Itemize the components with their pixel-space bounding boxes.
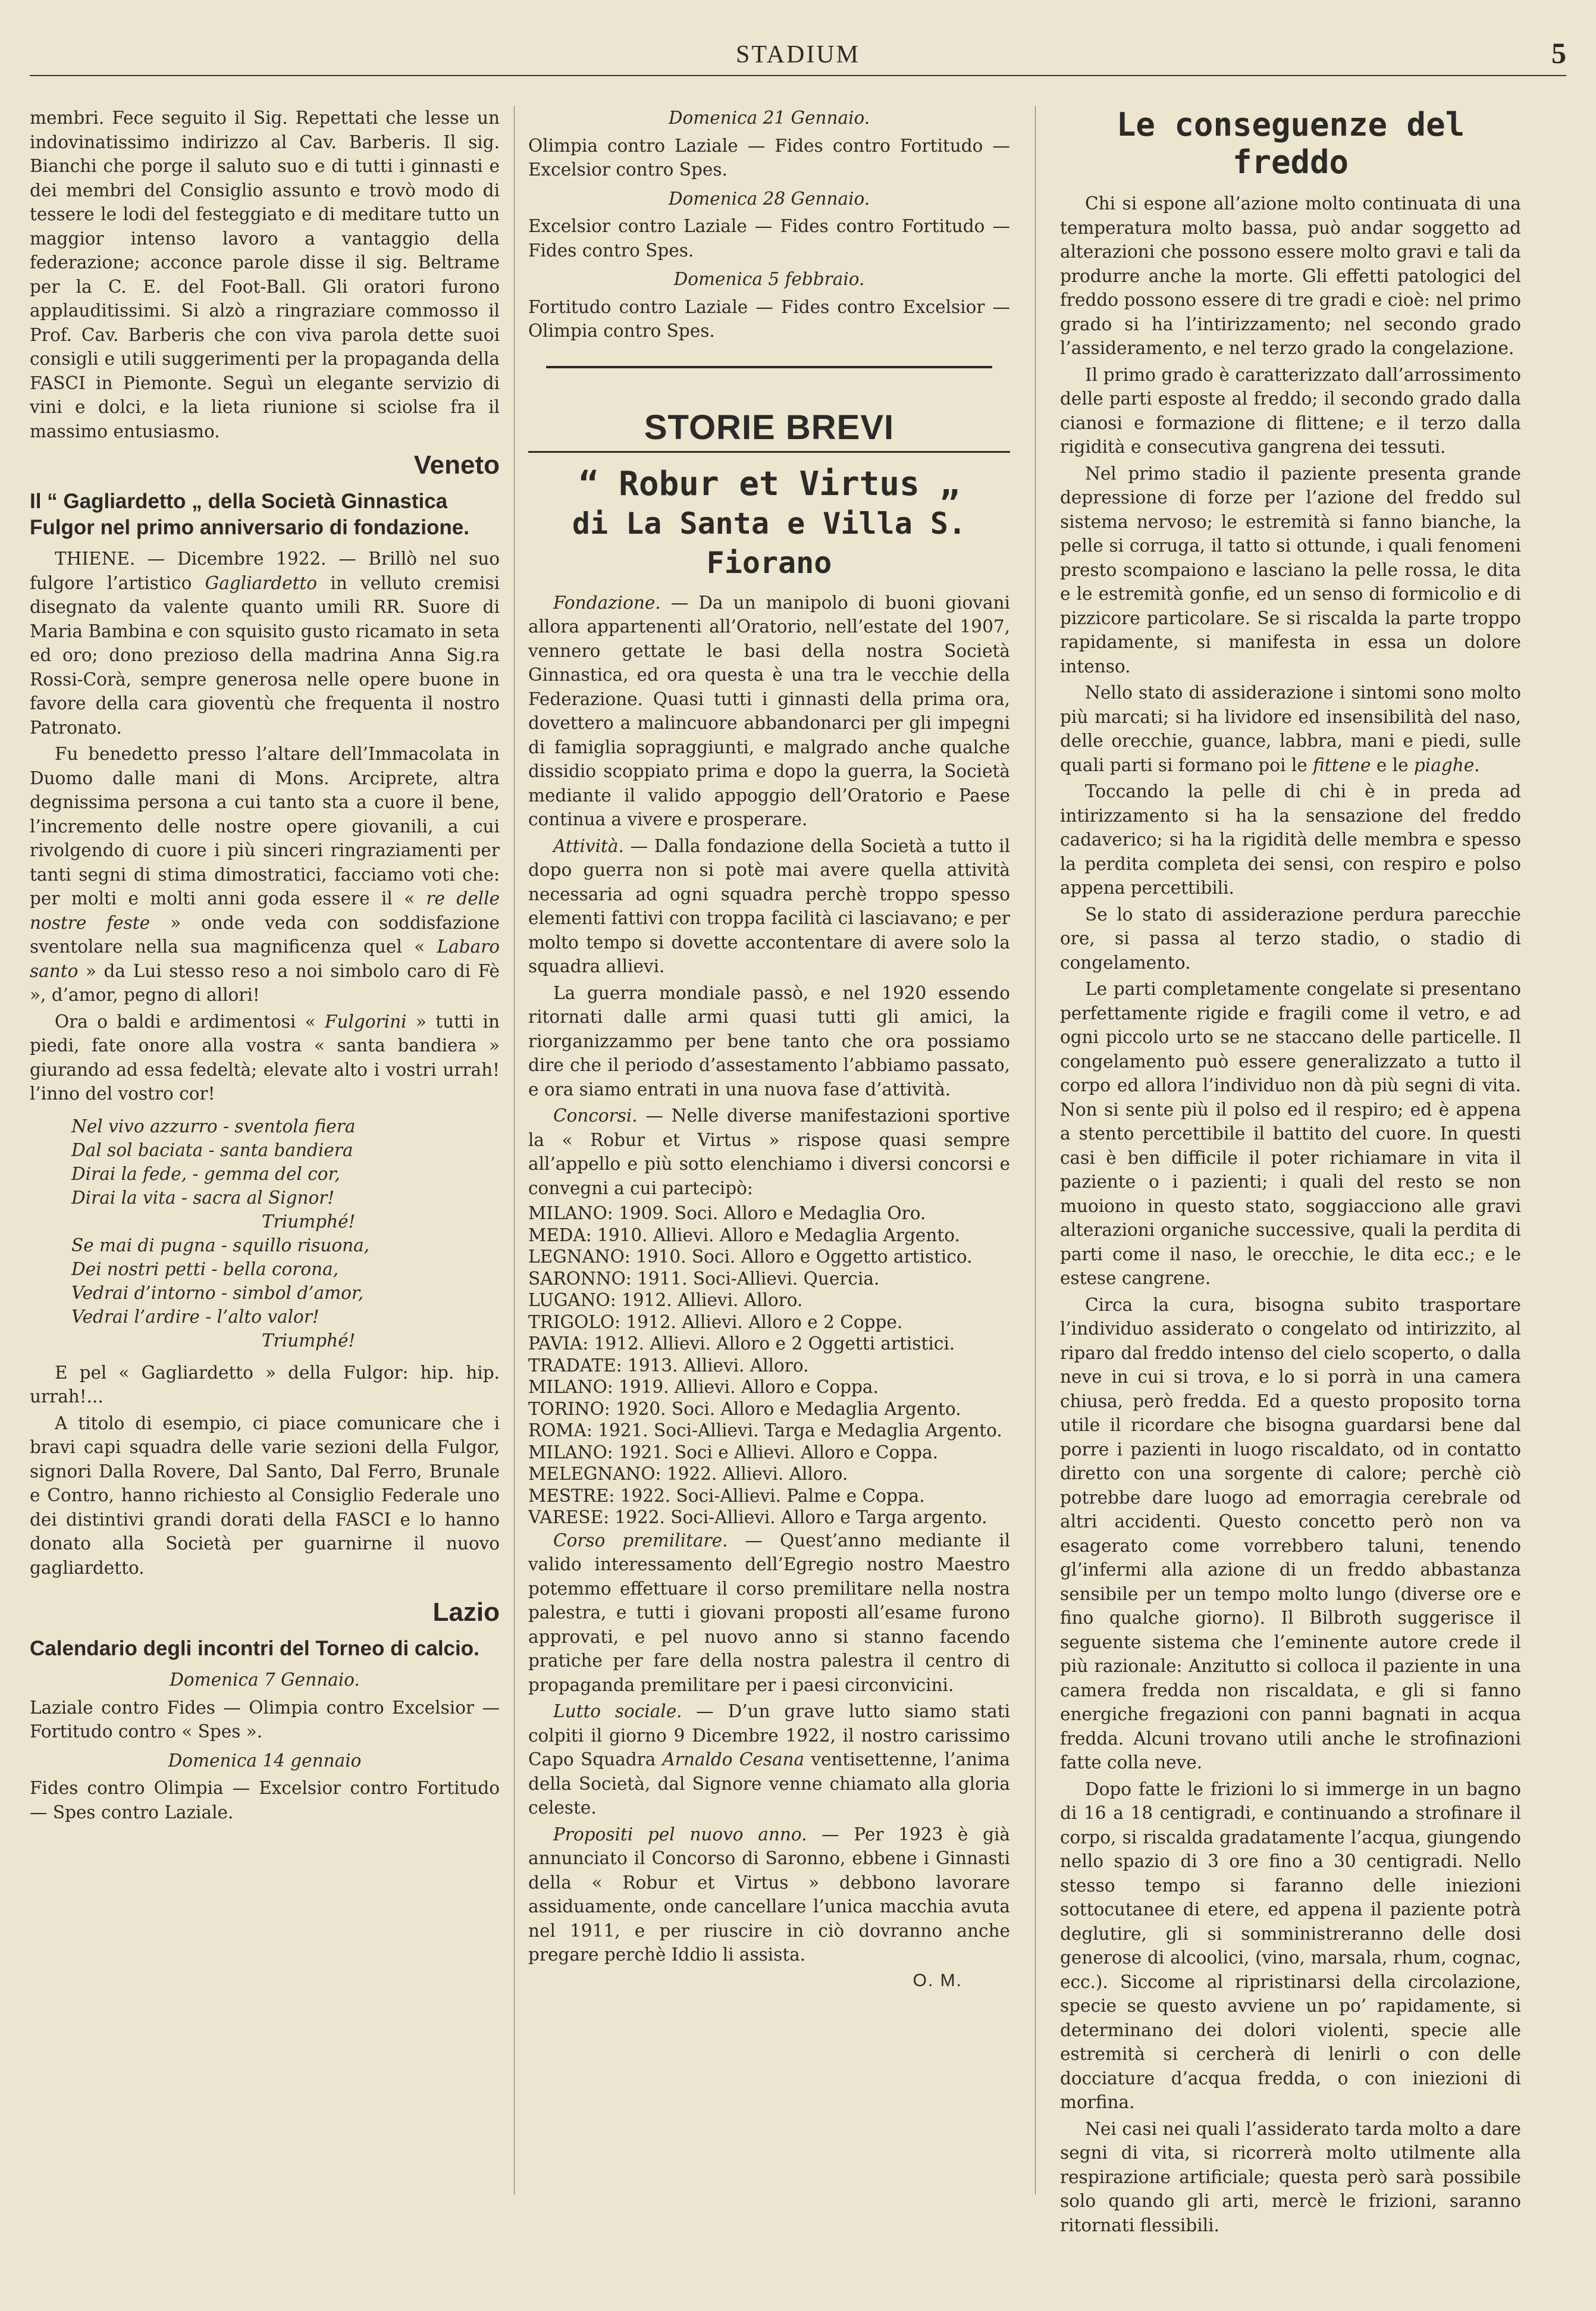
freddo-paragraph-8: Circa la cura, bisogna subito trasportare l’individuo assiderato o congelato od intirizzito, al riparo dal freddo intenso del cielo scoperto, o dalla neve in cui si trova, e lo si porrà in una camera chiusa, però fredda. Ed a questo proposito torna utile il ricordare che bisogna guardarsi bene dal porre i pazienti in luogo riscaldato, od in contatto diretto con una sorgente di calore; perchè ciò potrebbe dare luogo ad emorragia cerebrale od altri accidenti. Questo concetto però non va esagerato come vorrebbero taluni, tenendo gl’infermi alla azione di un freddo abbastanza sensibile per un tempo molto lungo (diverse ore e fino qualche giorno). Il Bilbroth suggerisce il seguente sistema che l’eminente autore crede il più razionale: Anzitutto si colloca il paziente in una camera fredda non riscaldata, e gli si fanno energiche fregazioni con panni bagnati in acqua fredda. Alcuni trovano utili anche le strofinazioni fatte colla neve. bbox=[1060, 1294, 1521, 1773]
poem-line: Dirai la vita - sacra al Signor! bbox=[71, 1187, 335, 1208]
match-date: Domenica 14 gennaio bbox=[168, 1750, 362, 1771]
paragraph-concorsi: Concorsi. — Nelle diverse manifestazioni sportive la « Robur et Virtus » rispose quasi sempre all’appello e più sotto elenchiamo i diversi concorsi e convegni a cui partecipò: bbox=[528, 1106, 1010, 1198]
masthead-title: STADIUM bbox=[736, 41, 860, 68]
list-item: VARESE: 1922. Soci-Allievi. Alloro e Targa argento. bbox=[528, 1507, 987, 1527]
poem-line: Dirai la fede, - gemma del cor, bbox=[71, 1163, 340, 1184]
list-item: MESTRE: 1922. Soci-Allievi. Palme e Coppa. bbox=[528, 1485, 925, 1506]
list-item: LEGNANO: 1910. Soci. Alloro e Oggetto artistico. bbox=[528, 1247, 973, 1267]
match-list: Fides contro Olimpia — Excelsior contro Fortitudo — Spes contro Laziale. bbox=[30, 1778, 500, 1823]
poem-line: Dal sol baciata - santa bandiera bbox=[71, 1139, 353, 1160]
awards-list bbox=[528, 1203, 1010, 1529]
region-veneto: Veneto bbox=[413, 450, 500, 480]
match-list: Olimpia contro Laziale — Fides contro Fortitudo — Excelsior contro Spes. bbox=[528, 135, 1010, 180]
freddo-paragraph-3: Nel primo stadio il paziente presenta grande depressione di forze per l’azione del freddo sul sistema nervoso; le estremità si fanno bianche, la pelle si corruga, il tatto si ottunde, i quali fenomeni presto scompaiono e lasciano la pelle rossa, le dita e le estremità gonfie, ed un senso di formicolio e di pizzicore particolare. Se si riscalda la parte troppo rapidamente, si manifesta in essa un dolore intenso. bbox=[1060, 463, 1521, 677]
article-title-freddo: Le conseguenze del freddo bbox=[1116, 106, 1465, 181]
list-item: ROMA: 1921. Soci-Allievi. Targa e Medaglia Argento. bbox=[528, 1420, 1002, 1441]
lazio-headline: Calendario degli incontri del Torneo di calcio. bbox=[30, 1637, 479, 1660]
veneto-paragraph-2: Fu benedetto presso l’altare dell’Immacolata in Duomo dalle mani di Mons. Arciprete, altra degnissima persona a cui tanto sta a cuore il bene, l’incremento delle nostre opere giovanili, a cui rivolgendo di cuore i più sinceri ringraziamenti per tanti segni di stima dimostratici, facciamo voti che: per molti e molti anni goda essere il « re delle nostre feste » onde veda con soddisfazione sventolare nella sua magnificenza quel « Labaro santo » da Lui stesso reso a noi simbolo caro di Fè », d’amor, pegno di allori! bbox=[30, 744, 500, 1005]
poem-line: Vedrai d’intorno - simbol d’amor, bbox=[71, 1282, 364, 1303]
match-date: Domenica 28 Gennaio. bbox=[668, 188, 870, 209]
list-item: TRADATE: 1913. Allievi. Alloro. bbox=[528, 1355, 809, 1376]
section-title: STORIE BREVI bbox=[528, 408, 1010, 453]
match-list: Fortitudo contro Laziale — Fides contro Excelsior — Olimpia contro Spes. bbox=[528, 296, 1010, 341]
paragraph-lutto: Lutto sociale. — D’un grave lutto siamo stati colpiti il giorno 9 Dicembre 1922, il nostro carissimo Capo Squadra Arnaldo Cesana ventisettenne, l’anima della Società, dal Signore venne chiamato alla gloria celeste. bbox=[528, 1701, 1010, 1818]
match-list: Excelsior contro Laziale — Fides contro Fortitudo — Fides contro Spes. bbox=[528, 216, 1010, 261]
list-item: TORINO: 1920. Soci. Alloro e Medaglia Argento. bbox=[528, 1398, 961, 1419]
freddo-paragraph-9: Dopo fatte le frizioni lo si immerge in un bagno di 16 a 18 centigradi, e continuando a strofinare il corpo, si riscalda gradatamente l’acqua, giungendo nello spazio di 3 ore fino a 30 centigradi. Nello stesso tempo si faranno delle iniezioni sottocutanee di etere, ed appena il paziente potrà deglutire, gli si somministreranno delle dosi generose di alcoolici, (vino, marsala, rhum, cognac, ecc.). Siccome al ripristinarsi della circolazione, specie se questo avviene un po’ rapidamente, si determinano dei dolori violenti, specie alle estremità si cercherà di lenirli o con delle docciature d’acqua fredda, o con iniezioni di morfina. bbox=[1060, 1778, 1521, 2112]
freddo-paragraph-2: Il primo grado è caratterizzato dall’arrossimento delle parti esposte al freddo; il secondo grado dalla cianosi e formazione di flittene; e il terzo dalla rigidità e consecutiva gangrena dei tessuti. bbox=[1060, 364, 1521, 457]
veneto-paragraph-1: THIENE. — Dicembre 1922. — Brillò nel suo fulgore l’artistico Gagliardetto in velluto cremisi disegnato da valente quanto umili RR. Suore di Maria Bambina e con squisito gusto ricamato in seta ed oro; dono prezioso della madrina Anna Sig.ra Rossi-Corà, sempre generosa nelle opere buone in favore della cara gioventù che frequenta il nostro Patronato. bbox=[30, 549, 500, 738]
list-item: MELEGNANO: 1922. Allievi. Alloro. bbox=[528, 1464, 848, 1484]
freddo-paragraph-1: Chi si espone all’azione molto continuata di una temperatura molto bassa, può andar soggetto ad alterazioni che possono essere molto gravi e tali da produrre anche la morte. Gli effetti patologici del freddo possono essere di tre gradi e cioè: nel primo grado si ha l’intirizzamento; nel secondo grado l’assideramento, e nel terzo grado la congelazione. bbox=[1060, 193, 1521, 358]
page-number: 5 bbox=[1551, 36, 1566, 70]
poem-line: Se mai di pugna - squillo risuona, bbox=[71, 1235, 370, 1255]
paragraph-propositi: Propositi pel nuovo anno. — Per 1923 è già annunciato il Concorso di Saronno, ebbene i Ginnasti della « Robur et Virtus » debbono lavorare assiduamente, onde cancellare l’unica macchia avuta nel 1911, e per riuscire in ciò dovranno anche pregare perchè Iddio li assista. bbox=[528, 1824, 1010, 1965]
poem-refrain: Triumphé! bbox=[262, 1211, 356, 1232]
list-item: MILANO: 1919. Allievi. Alloro e Coppa. bbox=[528, 1377, 879, 1397]
match-date: Domenica 21 Gennaio. bbox=[668, 108, 870, 128]
article-title-line-1: “ Robur et Virtus „ bbox=[578, 464, 960, 503]
match-date: Domenica 7 Gennaio. bbox=[170, 1670, 360, 1690]
column-3 bbox=[1060, 106, 1521, 2272]
match-date: Domenica 5 febbraio. bbox=[673, 269, 865, 289]
list-item: PAVIA: 1912. Allievi. Alloro e 2 Oggetti artistici. bbox=[528, 1333, 955, 1354]
veneto-headline: Il “ Gagliardetto „ della Società Ginnastica Fulgor nel primo anniversario di fondazione. bbox=[30, 490, 469, 539]
column-2 bbox=[528, 106, 1010, 2272]
list-item: SARONNO: 1911. Soci-Allievi. Quercia. bbox=[528, 1268, 880, 1289]
list-item: MILANO: 1909. Soci. Alloro e Medaglia Oro. bbox=[528, 1203, 926, 1223]
region-lazio: Lazio bbox=[432, 1598, 500, 1627]
list-item: MILANO: 1921. Soci e Allievi. Alloro e Coppa. bbox=[528, 1442, 939, 1463]
poem-line: Dei nostri petti - bella corona, bbox=[71, 1258, 339, 1279]
freddo-paragraph-5: Toccando la pelle di chi è in preda ad intirizzamento si ha la sensazione del freddo cadaverico; si ha la rigidità delle membra e spesso la perdita completa dei sensi, con respiro e polso appena percettibili. bbox=[1060, 781, 1521, 898]
freddo-paragraph-6: Se lo stato di assiderazione perdura parecchie ore, si passa al terzo stadio, o stadio di congelamento. bbox=[1060, 904, 1521, 973]
article-title-line-2: di La Santa e Villa S. Fiorano bbox=[572, 506, 967, 580]
column-1 bbox=[30, 106, 500, 2272]
match-list: Laziale contro Fides — Olimpia contro Excelsior — Fortitudo contro « Spes ». bbox=[30, 1697, 500, 1742]
signature: O. M. bbox=[913, 1970, 962, 1990]
paragraph-attivita: Attività. — Dalla fondazione della Società a tutto il dopo guerra non si potè mai avere quella attività necessaria ad ogni squadra perchè troppo spesso elementi fattivi con troppa facilità ci lasciavano; e per molto tempo si dovette accontentare di avere solo la squadra allievi. bbox=[528, 835, 1010, 976]
section-separator bbox=[546, 366, 992, 368]
poem bbox=[71, 1114, 500, 1352]
column-divider-1 bbox=[514, 106, 515, 2194]
page-header bbox=[30, 36, 1566, 71]
list-item: LUGANO: 1912. Allievi. Alloro. bbox=[528, 1290, 803, 1310]
paragraph-attivita-2: La guerra mondiale passò, e nel 1920 essendo ritornati dalle armi quasi tutti gli amici, la riorganizzammo per bene tanto che ora possiamo dire che il periodo d’assestamento l’abbiamo passato, e ora siamo entrati in una nuova fase d’attività. bbox=[528, 982, 1010, 1100]
veneto-paragraph-4: E pel « Gagliardetto » della Fulgor: hip. hip. urrah!... bbox=[30, 1362, 500, 1407]
poem-line: Vedrai l’ardire - l’alto valor! bbox=[71, 1306, 319, 1327]
freddo-paragraph-4: Nello stato di assiderazione i sintomi sono molto più marcati; si ha lividore ed insensibilità del naso, delle orecchie, guance, labbra, mani e piedi, sulle quali parti si formano poi le fittene e le piaghe. bbox=[1060, 682, 1521, 775]
paragraph-fondazione: Fondazione. — Da un manipolo di buoni giovani allora appartenenti all’Oratorio, nell’estate del 1907, vennero gettate le basi della nostra Società Ginnastica, ed ora questa è una tra le vecchie della Federazione. Quasi tutti i ginnasti della prima ora, dovettero a malincuore abbandonarci per gli impegni di famiglia sopraggiunti, e malgrado anche qualche dissidio scoppiato prima e dopo la guerra, la Società mediante il valido appoggio dell’Oratorio e Paese continua a vivere e prosperare. bbox=[528, 592, 1010, 829]
list-item: MEDA: 1910. Allievi. Alloro e Medaglia Argento. bbox=[528, 1225, 960, 1245]
list-item: TRIGOLO: 1912. Allievi. Alloro e 2 Coppe. bbox=[528, 1311, 903, 1332]
poem-refrain: Triumphé! bbox=[262, 1330, 356, 1351]
paragraph-corso: Corso premilitare. — Quest’anno mediante il valido interessamento dell’Egregio nostro Maestro potemmo effettuare il corso premilitare nella nostra palestra, e tutti i giovani proposti all’esame furono approvati, e pel nuovo anno si stanno facendo pratiche per fare della nostra palestra il centro di propaganda premilitare per i paesi circonvicini. bbox=[528, 1530, 1010, 1695]
poem-line: Nel vivo azzurro - sventola fiera bbox=[71, 1116, 356, 1136]
freddo-paragraph-7: Le parti completamente congelate si presentano perfettamente rigide e fragili come il vetro, e ad ogni piccolo urto se ne staccano delle particelle. Il congelamento può essere generalizzato a tutto il corpo ed allora l’individuo non dà più segni di vita. Non si sente più il polso ed il respiro; ed è appena a stento percettibile il battito del cuore. In questi casi è ben difficile il poter richiamare in vita il paziente o i pazienti; i quali del resto se non muoiono in questo stato, soggiacciono alle gravi alterazioni organiche successive, quali la perdita di parti come il naso, le orecchie, le dita ecc.; e le estese cangrene. bbox=[1060, 979, 1521, 1288]
veneto-paragraph-5: A titolo di esempio, ci piace comunicare che i bravi capi squadra delle varie sezioni della Fulgor, signori Dalla Rovere, Dal Santo, Dal Ferro, Brunale e Contro, hanno richiesto al Consiglio Federale uno dei distintivi grandi dorati della FASCI e lo hanno donato alla Società per guarnirne il nuovo gagliardetto. bbox=[30, 1413, 500, 1578]
freddo-paragraph-10: Nei casi nei quali l’assiderato tarda molto a dare segni di vita, si ricorrerà molto utilmente alla respirazione artificiale; questa però sarà possibile solo quando gli arti, mercè le frizioni, saranno ritornati flessibili. bbox=[1060, 2118, 1521, 2235]
column-divider-2 bbox=[1035, 106, 1036, 2194]
intro-paragraph: membri. Fece seguito il Sig. Repettati che lesse un indovinatissimo indirizzo al Cav. Barberis. Il sig. Bianchi che porge il saluto suo e di tutti i ginnasti e dei membri del Consiglio assunto e trovò modo di tessere le lodi del festeggiato e di meditare tutto un maggior intenso lavoro a vantaggio della federazione; acconce parole disse il sig. Beltrame per la C. E. del Foot-Ball. Gli oratori furono applauditissimi. Si alzò a ringraziare commosso il Prof. Cav. Barberis che con viva parola dette suoi consigli e utili suggerimenti per la propaganda della FASCI in Piemonte. Seguì un elegante servizio di vini e dolci, e la lieta riunione si sciolse fra il massimo entusiasmo. bbox=[30, 108, 500, 441]
header-rule bbox=[30, 75, 1566, 76]
article-title bbox=[528, 465, 1010, 583]
veneto-paragraph-3: Ora o baldi e ardimentosi « Fulgorini » tutti in piedi, fate onore alla vostra « santa bandiera » giurando ad essa fedeltà; elevate alto i vostri urrah! l’inno del vostro cor! bbox=[30, 1011, 500, 1104]
